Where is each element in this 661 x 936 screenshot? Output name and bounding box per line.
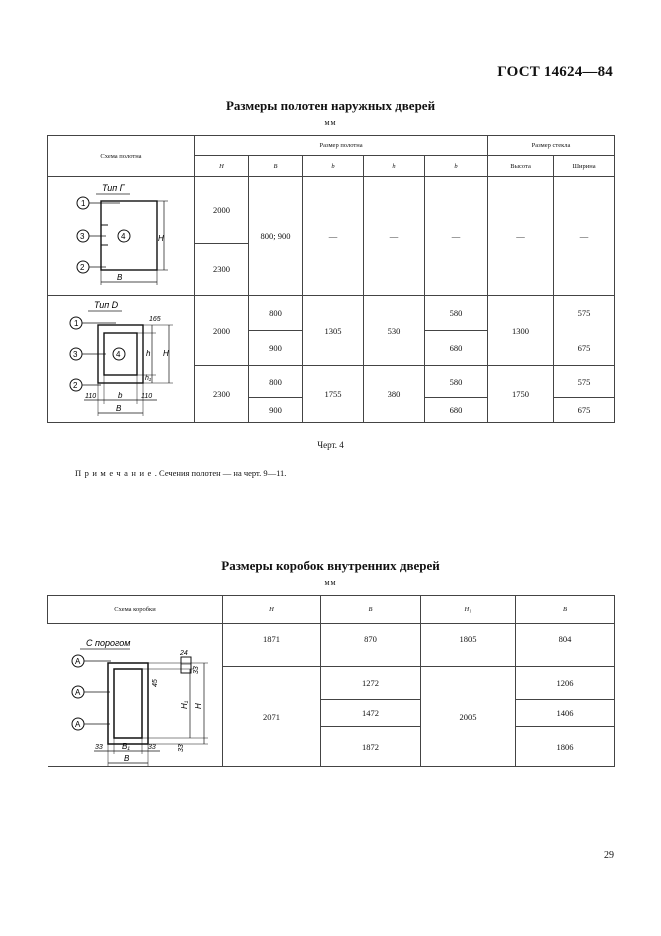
type-g-callout-2: 2 — [80, 263, 85, 272]
type-d-glass-height-1750: 1750 — [488, 366, 554, 423]
col-glass-width: Ширина — [554, 156, 615, 177]
note-text: . Сечения полотен — на черт. 9—11. — [154, 468, 287, 478]
type-d-dim-b: b — [118, 391, 123, 400]
type-d-dim-110-left: 110 — [85, 393, 97, 400]
table1-note — [75, 468, 286, 478]
type-g-B: 800; 900 — [249, 177, 303, 296]
type-d-glass-height-1300: 1300 — [488, 296, 554, 366]
type-d-dim-165: 165 — [149, 316, 161, 323]
document-code: ГОСТ 14624—84 — [497, 64, 613, 80]
scheme-frame-with-threshold — [48, 624, 223, 767]
type-d-H-2300: 2300 — [195, 366, 249, 423]
type-d-h-380: 380 — [364, 366, 425, 423]
frame-H-2071: 2071 — [223, 667, 321, 767]
col-glass-size: Размер стекла — [488, 136, 615, 156]
type-g-H-2300: 2300 — [195, 243, 249, 295]
col-scheme: Схема полотна — [48, 136, 195, 177]
frame-H-1871: 1871 — [223, 624, 321, 667]
type-d-label: Тип D — [94, 300, 119, 310]
table2-title: Размеры коробок внутренних дверей — [221, 558, 440, 573]
frame-dim-B1: В₁ — [121, 742, 130, 751]
type-d-b1-2-680: 680 — [425, 398, 488, 423]
note-label: Примечание — [75, 468, 155, 478]
type-g-callout-3: 3 — [80, 232, 85, 241]
table1-title: Размеры полотен наружных дверей — [225, 98, 436, 113]
col-glass-height: Высота — [488, 156, 554, 177]
frame-dim-33-left: 33 — [94, 744, 103, 751]
type-d-B2-800: 800 — [249, 366, 303, 398]
col2-scheme: Схема коробки — [48, 596, 223, 624]
col-b1: b — [454, 162, 458, 170]
type-d-b-1755: 1755 — [303, 366, 364, 423]
type-g-b1: — — [425, 177, 488, 296]
type-g-callout-4: 4 — [121, 232, 126, 241]
frame-dim-33-right: 33 — [147, 744, 156, 751]
type-d-glass-width-575: 575 — [554, 296, 615, 331]
col-h: h — [392, 162, 396, 170]
exterior-door-leaf-table — [47, 135, 615, 423]
frame-dim-45: 45 — [151, 679, 159, 687]
type-g-callout-1: 1 — [81, 199, 86, 208]
type-d-callout-2: 2 — [73, 381, 78, 390]
frame-dim-33-top: 33 — [192, 666, 200, 674]
type-g-dim-B: В — [117, 273, 123, 282]
col-leaf-size: Размер полотна — [195, 136, 488, 156]
type-g-diagram — [48, 177, 195, 295]
type-d-callout-3: 3 — [73, 350, 78, 359]
interior-door-frame-table — [47, 595, 615, 767]
type-g-b: — — [303, 177, 364, 296]
frame-diagram — [48, 624, 223, 766]
table2-unit: мм — [324, 578, 337, 587]
col2-H: Н — [269, 606, 274, 613]
type-g-H-2000: 2000 — [195, 177, 249, 244]
type-d-diagram — [48, 296, 195, 422]
frame-dim-24: 24 — [179, 650, 188, 657]
type-g-dim-H: Н — [158, 234, 164, 243]
type-d-callout-4: 4 — [116, 350, 121, 359]
type-d-H-2000: 2000 — [195, 296, 249, 366]
col-H: Н — [219, 162, 224, 170]
type-d-callout-1: 1 — [74, 319, 79, 328]
type-d-dim-h1: h₁ — [145, 375, 152, 382]
type-d-b1-580: 580 — [425, 296, 488, 331]
type-d-dim-110-right: 110 — [141, 393, 153, 400]
type-g-glass-width: — — [554, 177, 615, 296]
type-g-h: — — [364, 177, 425, 296]
scheme-type-d — [48, 296, 195, 423]
type-d-glass-width-2-575: 575 — [554, 366, 615, 398]
type-d-dim-h: h — [146, 349, 151, 358]
page-number: 29 — [604, 850, 614, 861]
frame-B-1472: 1472 — [321, 700, 421, 727]
type-d-B-900: 900 — [249, 331, 303, 366]
frame-H1-2005: 2005 — [421, 667, 516, 767]
frame-dim-H: Н — [193, 703, 203, 709]
frame-callout-a2: А — [74, 688, 80, 697]
type-d-B-800: 800 — [249, 296, 303, 331]
col-b: b — [331, 162, 335, 170]
type-d-B2-900: 900 — [249, 398, 303, 423]
frame-B-1272: 1272 — [321, 667, 421, 700]
frame-H1-1805: 1805 — [421, 624, 516, 667]
frame-B-1872: 1872 — [321, 727, 421, 767]
col2-B1: В — [563, 606, 567, 613]
type-d-glass-width-675: 675 — [554, 331, 615, 366]
type-d-h-530: 530 — [364, 296, 425, 366]
frame-dim-33-bottom: 33 — [177, 744, 185, 752]
type-g-glass-height: — — [488, 177, 554, 296]
frame-B1-1406: 1406 — [516, 700, 615, 727]
type-d-b1-680: 680 — [425, 331, 488, 366]
frame-callout-a1: А — [74, 657, 80, 666]
type-d-dim-H: Н — [163, 349, 169, 358]
frame-B-870: 870 — [321, 624, 421, 667]
figure-caption: Черт. 4 — [317, 440, 344, 450]
col-B: В — [273, 162, 278, 170]
col2-B: В — [368, 606, 373, 613]
col2-H1: Н₁ — [464, 606, 472, 613]
frame-B1-1806: 1806 — [516, 727, 615, 767]
scheme-type-g — [48, 177, 195, 296]
type-g-label: Тип Г — [102, 183, 125, 193]
type-d-dim-B: В — [116, 404, 122, 413]
type-d-glass-width-2-675: 675 — [554, 398, 615, 423]
type-d-b1-2-580: 580 — [425, 366, 488, 398]
frame-B1-1206: 1206 — [516, 667, 615, 700]
frame-B1-804: 804 — [516, 624, 615, 667]
type-d-b-1305: 1305 — [303, 296, 364, 366]
frame-dim-B: В — [123, 754, 129, 763]
frame-label: С порогом — [85, 638, 130, 648]
frame-callout-a3: А — [74, 720, 80, 729]
frame-dim-H1: Н₁ — [179, 700, 189, 709]
table1-unit: мм — [324, 118, 337, 127]
